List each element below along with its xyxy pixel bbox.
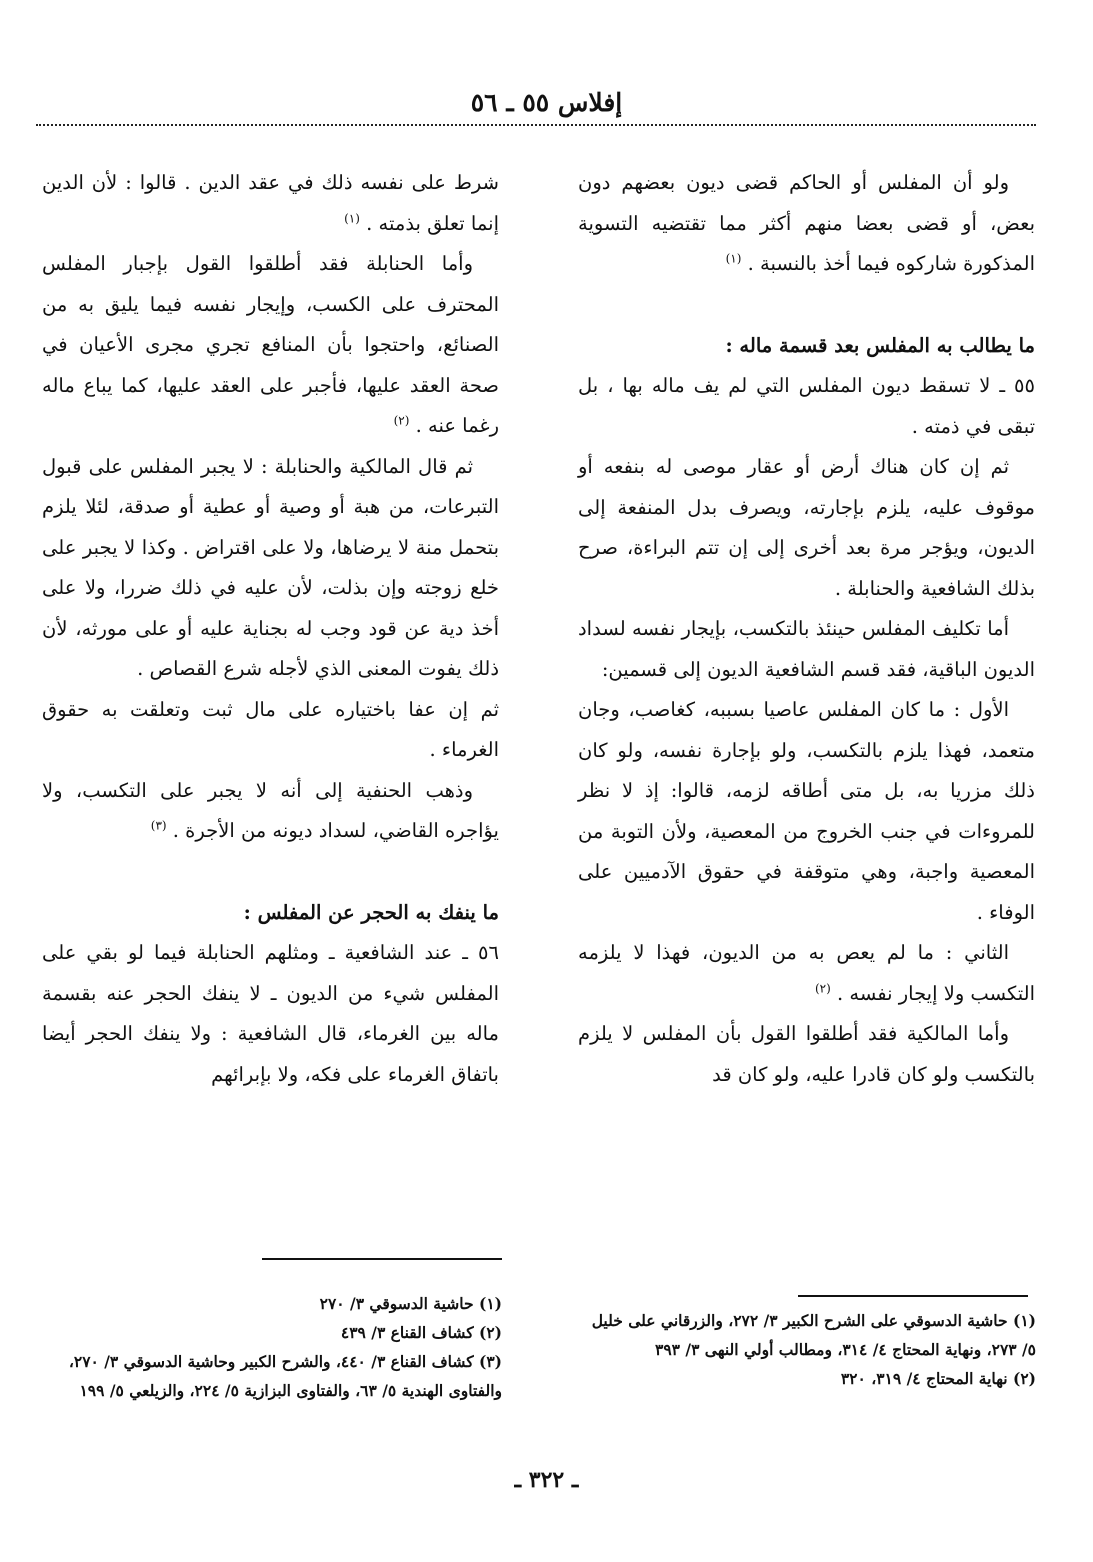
paragraph: ثم قال المالكية والحنابلة : لا يجبر المفلس على قبول التبرعات، من هبة أو وصية أو عطية أو صدقة، لئلا يلزم بتحمل منة لا يرضاها، ولا على اقتراض . وكذا لا يجبر على خلع زوجته وإن بذلت، لأن عليه في ذلك ضررا، ولا على أخذ دية عن قود وجب له بجناية عليه أو على مورثه، لأن ذلك يفوت المعنى الذي لأجله شرع القصاص . bbox=[42, 454, 499, 680]
paragraph-text: شرط على نفسه ذلك في عقد الدين . قالوا : لأن الدين إنما تعلق بذمته . bbox=[42, 171, 499, 235]
footnote-ref: (١) bbox=[725, 251, 742, 266]
paragraph: ثم إن عفا باختياره على مال ثبت وتعلقت به حقوق الغرماء . bbox=[42, 697, 499, 761]
paragraph-text: وأما الحنابلة فقد أطلقوا القول بإجبار المفلس المحترف على الكسب، وإيجار نفسه فيما يليق به من الصنائع، واحتجوا بأن المنافع تجري مجرى الأعيان في صحة العقد عليها، فأجبر على العقد عليها، كما يباع ماله رغما عنه . bbox=[42, 252, 499, 437]
left-column bbox=[42, 163, 499, 1095]
footnote-number: (٢) bbox=[1012, 1369, 1036, 1388]
paragraph-text: الثاني : ما لم يعص به من الديون، فهذا لا يلزمه التكسب ولا إيجار نفسه . bbox=[578, 941, 1035, 1005]
footnote bbox=[576, 1306, 1036, 1364]
footnote bbox=[576, 1364, 1036, 1393]
paragraph: الأول : ما كان المفلس عاصيا بسببه، كغاصب، وجان متعمد، فهذا يلزم بالتكسب، ولو بإجارة نفسه، ولو كان ذلك مزريا به، بل متى أطاقه لزمه، قالوا: إذ لا نظر للمروءات في جنب الخروج من المعصية، ولأن التوبة من المعصية واجبة، وهي متوقفة في حقوق الآدميين على الوفاء . bbox=[578, 698, 1035, 924]
footnote-rule-left bbox=[262, 1258, 502, 1260]
footnotes-right bbox=[576, 1306, 1036, 1393]
footnote-ref: (٢) bbox=[814, 981, 831, 995]
paragraph: ٥٦ ـ عند الشافعية ـ ومثلهم الحنابلة فيما لو بقي على المفلس شيء من الديون ـ لا ينفك الحجر عنه بقسمة ماله بين الغرماء، قال الشافعية : ولا ينفك الحجر أيضا باتفاق الغرماء على فكه، ولا بإبرائهم bbox=[42, 941, 499, 1086]
running-header: إفلاس ٥٥ ـ ٥٦ bbox=[470, 88, 623, 117]
paragraph: ٥٥ ـ لا تسقط ديون المفلس التي لم يف ماله بها ، بل تبقى في ذمته . bbox=[578, 374, 1035, 438]
paragraph: وأما المالكية فقد أطلقوا القول بأن المفلس لا يلزم بالتكسب ولو كان قادرا عليه، ولو كان قد bbox=[578, 1022, 1035, 1086]
footnote bbox=[42, 1318, 502, 1347]
header-dotted-rule bbox=[36, 124, 1036, 126]
footnote-text: نهاية المحتاج ٤/ ٣١٩، ٣٢٠ bbox=[840, 1369, 1008, 1388]
footnote bbox=[42, 1289, 502, 1318]
footnote-ref: (١) bbox=[344, 211, 360, 225]
paragraph: ثم إن كان هناك أرض أو عقار موصى له بنفعه أو موقوف عليه، يلزم بإجارته، ويصرف بدل المنفعة إلى الديون، ويؤجر مرة بعد أخرى إلى إن تتم البراءة، صرح بذلك الشافعية والحنابلة . bbox=[578, 455, 1035, 600]
section-heading: ما يطالب به المفلس بعد قسمة ماله : bbox=[725, 333, 1035, 357]
paragraph: أما تكليف المفلس حينئذ بالتكسب، بإيجار نفسه لسداد الديون الباقية، فقد قسم الشافعية الديون إلى قسمين: bbox=[578, 617, 1035, 681]
footnotes-left bbox=[42, 1289, 502, 1405]
footnote-number: (٢) bbox=[478, 1323, 502, 1342]
paragraph bbox=[578, 163, 1035, 285]
footnote-text: حاشية الدسوقي على الشرح الكبير ٣/ ٢٧٢، والزرقاني على خليل ٥/ ٢٧٣، ونهاية المحتاج ٤/ ٣١٤، ومطالب أولي النهى ٣/ ٣٩٣ bbox=[591, 1311, 1036, 1359]
footnote-rule-right bbox=[798, 1295, 1028, 1297]
paragraph-text: ولو أن المفلس أو الحاكم قضى ديون بعضهم دون بعض، أو قضى بعضا منهم أكثر مما تقتضيه التسوية المذكورة شاركوه فيما أخذ بالنسبة . bbox=[578, 171, 1035, 275]
footnote-ref: (٢) bbox=[393, 413, 410, 428]
footnote-number: (٣) bbox=[478, 1352, 502, 1371]
paragraph bbox=[42, 771, 499, 852]
footnote-text: كشاف القناع ٣/ ٤٤٠، والشرح الكبير وحاشية الدسوقي ٣/ ٢٧٠، والفتاوى الهندية ٥/ ٦٣، والفتاوى البزازية ٥/ ٢٢٤، والزيلعي ٥/ ١٩٩ bbox=[68, 1352, 502, 1400]
paragraph bbox=[578, 933, 1035, 1014]
section-heading: ما ينفك به الحجر عن المفلس : bbox=[243, 900, 499, 924]
footnote bbox=[42, 1347, 502, 1405]
footnote-ref: (٣) bbox=[150, 818, 167, 833]
footnote-number: (١) bbox=[478, 1294, 502, 1313]
footnote-text: حاشية الدسوقي ٣/ ٢٧٠ bbox=[319, 1294, 474, 1313]
page-number: ـ ٣٢٢ ـ bbox=[514, 1467, 579, 1493]
paragraph bbox=[42, 163, 499, 244]
right-column bbox=[578, 163, 1035, 1095]
paragraph bbox=[42, 244, 499, 447]
paragraph-text: وذهب الحنفية إلى أنه لا يجبر على التكسب، ولا يؤاجره القاضي، لسداد ديونه من الأجرة . bbox=[42, 778, 499, 842]
footnote-number: (١) bbox=[1012, 1311, 1036, 1330]
footnote-text: كشاف القناع ٣/ ٤٣٩ bbox=[340, 1323, 474, 1342]
